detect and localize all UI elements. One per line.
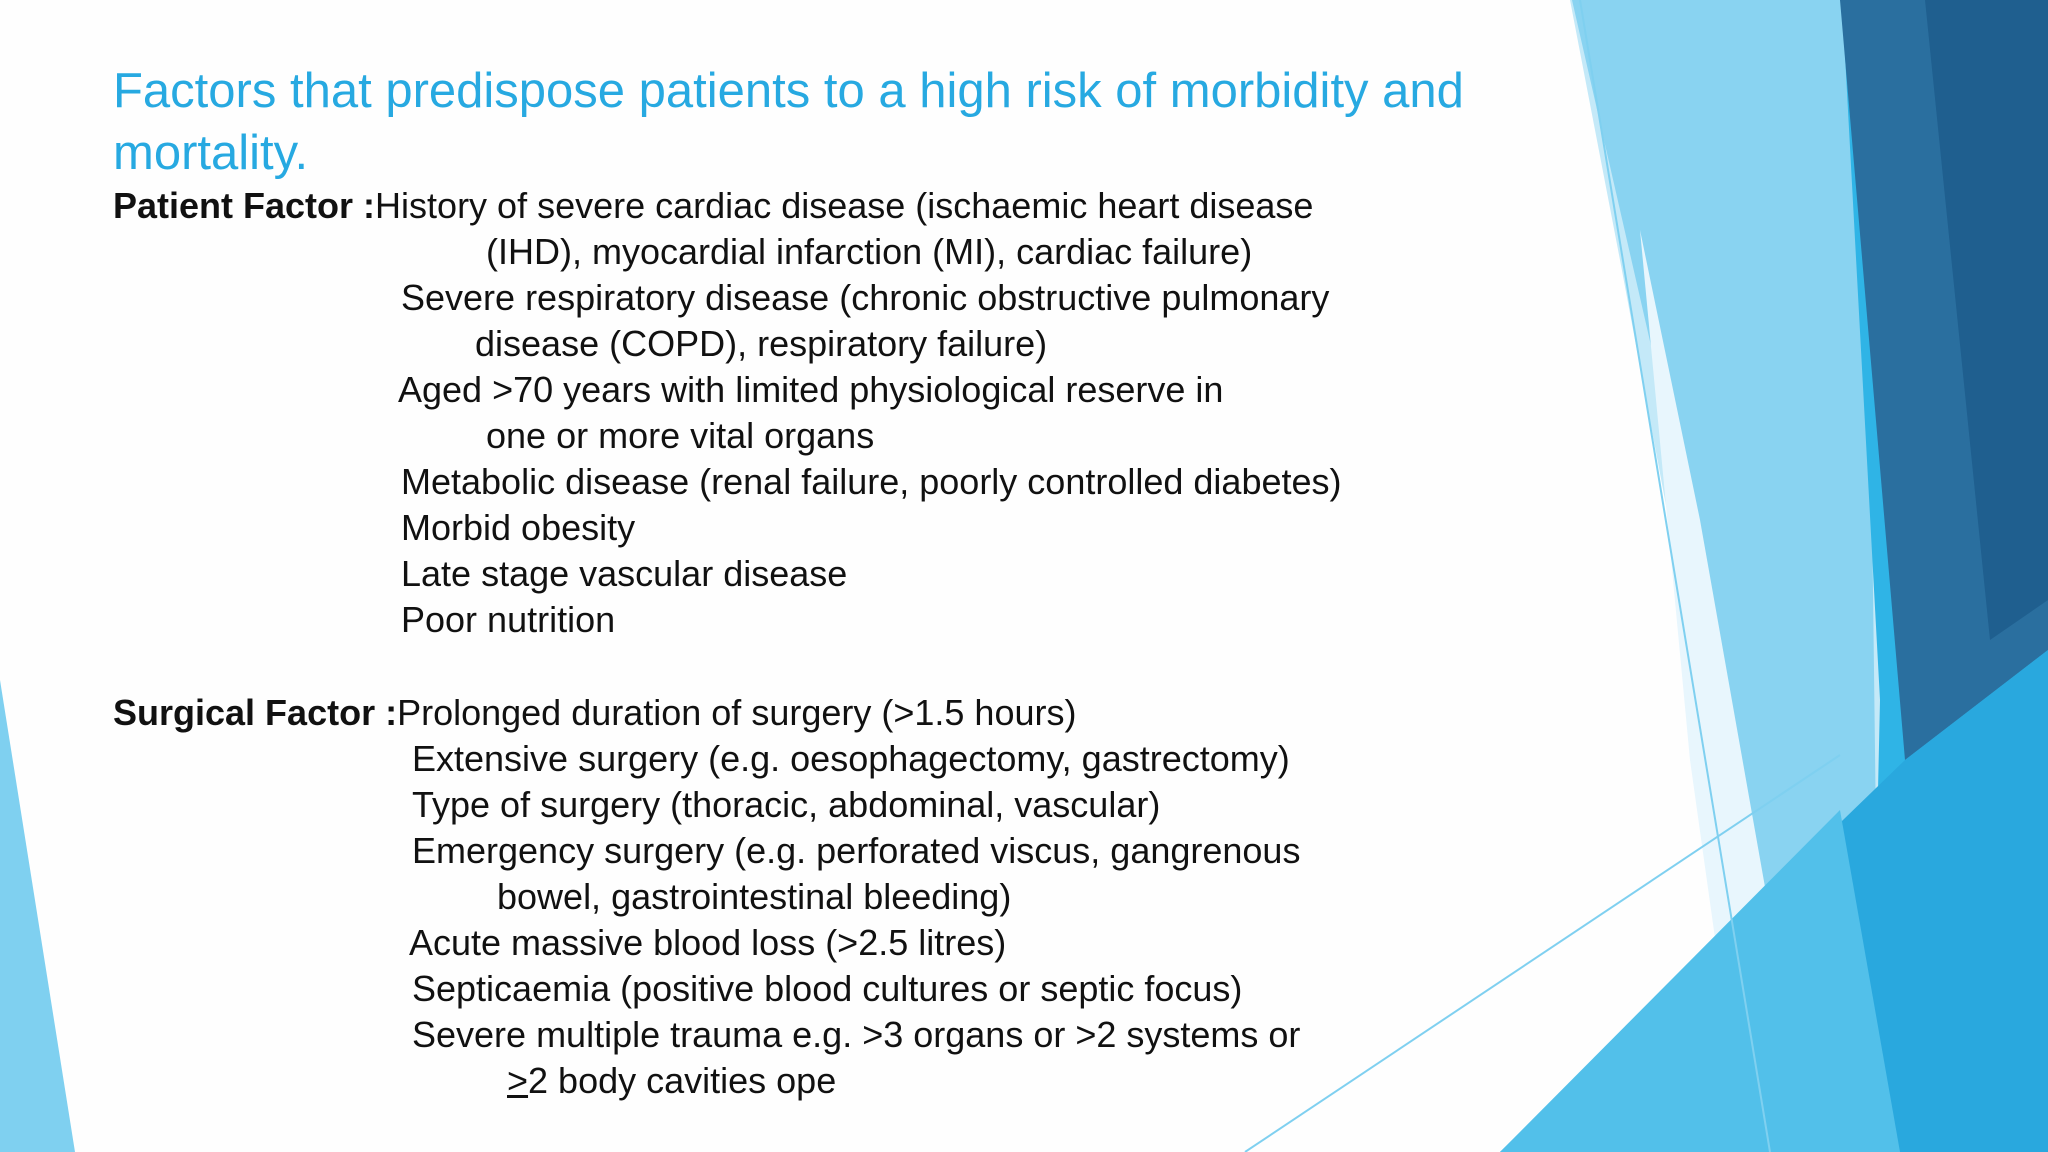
greater-equal-symbol: > — [507, 1060, 529, 1101]
surgical-factor-line-1 — [113, 690, 1076, 736]
surgical-factor-item: Type of surgery (thoracic, abdominal, vascular) — [412, 784, 1161, 825]
surgical-factor-item: Septicaemia (positive blood cultures or septic focus) — [412, 968, 1243, 1009]
surgical-factor-item: Acute massive blood loss (>2.5 litres) — [409, 922, 1007, 963]
patient-factor-item: Metabolic disease (renal failure, poorly controlled diabetes) — [401, 461, 1342, 502]
surgical-factor-item: bowel, gastrointestinal bleeding) — [497, 876, 1012, 917]
left-accent-shape — [0, 680, 75, 1152]
patient-factor-item: Morbid obesity — [401, 507, 636, 548]
patient-factor-line-1 — [113, 183, 1313, 229]
surgical-factor-last-line — [507, 1058, 836, 1104]
surgical-factor-item: Severe multiple trauma e.g. >3 organs or >2 systems or — [412, 1014, 1301, 1055]
slide-title: Factors that predispose patients to a high risk of morbidity and mortality. — [113, 64, 1464, 180]
patient-factor-label: Patient Factor : — [113, 185, 376, 226]
patient-factor-item: Severe respiratory disease (chronic obstructive pulmonary — [401, 277, 1330, 318]
patient-factor-item: disease (COPD), respiratory failure) — [475, 323, 1048, 364]
surgical-factor-item: Prolonged duration of surgery (>1.5 hours) — [397, 692, 1077, 733]
patient-factor-item: Poor nutrition — [401, 599, 616, 640]
surgical-factor-item: 2 body cavities ope — [528, 1060, 837, 1101]
patient-factor-item: History of severe cardiac disease (ischaemic heart disease — [375, 185, 1314, 226]
patient-factor-item: (IHD), myocardial infarction (MI), cardiac failure) — [486, 231, 1253, 272]
surgical-factor-label: Surgical Factor : — [113, 692, 398, 733]
bottom-right-triangle-light — [1500, 810, 1900, 1152]
patient-factor-item: Late stage vascular disease — [401, 553, 848, 594]
surgical-factor-item: Extensive surgery (e.g. oesophagectomy, gastrectomy) — [412, 738, 1290, 779]
surgical-factor-item: Emergency surgery (e.g. perforated viscus, gangrenous — [412, 830, 1301, 871]
patient-factor-item: one or more vital organs — [486, 415, 875, 456]
patient-factor-item: Aged >70 years with limited physiological reserve in — [398, 369, 1224, 410]
